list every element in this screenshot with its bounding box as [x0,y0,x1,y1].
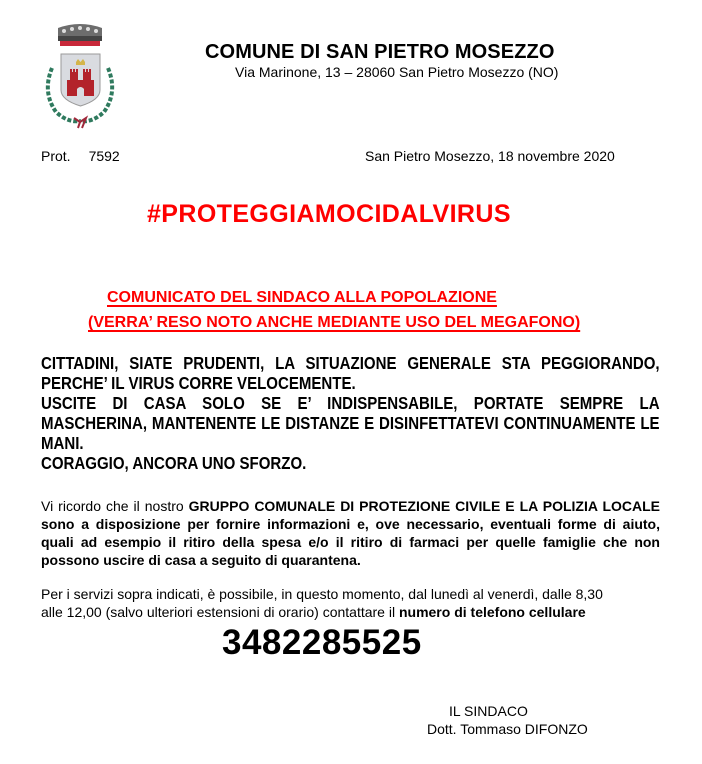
appeal-paragraph-1: CITTADINI, SIATE PRUDENTI, LA SITUAZIONE GENERALE STA PEGGIORANDO, PERCHE’ IL VIRUS CORRE VELOCEMENTE. [41,353,660,393]
hours-line-1: Per i servizi sopra indicati, è possibile, in questo momento, dal lunedì al venerdì, dalle 8,30 [41,586,603,602]
communique-title: COMUNICATO DEL SINDACO ALLA POPOLAZIONE [107,289,497,306]
communique-subtitle: (VERRA’ RESO NOTO ANCHE MEDIANTE USO DEL MEGAFONO) [88,314,581,331]
service-hours [41,585,603,621]
notice-groups: GRUPPO COMUNALE DI PROTEZIONE CIVILE E LA POLIZIA LOCALE [188,498,660,514]
municipality-title: COMUNE DI SAN PIETRO MOSEZZO [205,41,555,63]
hours-line-2: alle 12,00 (salvo ulteriori estensioni di orario) contattare il [41,604,396,620]
phone-number: 3482285525 [222,623,422,662]
coat-of-arms-icon [36,22,124,132]
signature-role: IL SINDACO [449,703,528,719]
notice-body: sono a disposizione per fornire informazioni e, ove necessario, eventuali forme di aiuto, quali ad esempio il ritiro della spesa e/o il ritiro di farmaci per quelle famiglie che non possono uscire di casa a seguito di quarantena. [41,516,660,568]
appeal-paragraph-3: CORAGGIO, ANCORA UNO SFORZO. [41,453,307,473]
mobile-number-label: numero di telefono cellulare [398,604,586,620]
signature-name: Dott. Tommaso DIFONZO [427,721,588,737]
hashtag-headline: #PROTEGGIAMOCIDALVIRUS [147,200,511,228]
civil-protection-notice [41,497,660,569]
protocol-reference [41,148,120,164]
place-and-date: San Pietro Mosezzo, 18 novembre 2020 [365,148,615,164]
protocol-number: 7592 [88,148,120,164]
mayor-appeal [41,353,660,473]
municipality-address: Via Marinone, 13 – 28060 San Pietro Mosezzo (NO) [235,64,559,80]
appeal-paragraph-2: USCITE DI CASA SOLO SE E’ INDISPENSABILE, PORTATE SEMPRE LA MASCHERINA, MANTENENTE LE DISTANZE E DISINFETTATEVI CONTINUAMENTE LE MANI. [41,393,660,453]
protocol-label: Prot. [41,148,71,164]
notice-intro: Vi ricordo che il nostro [41,498,184,514]
